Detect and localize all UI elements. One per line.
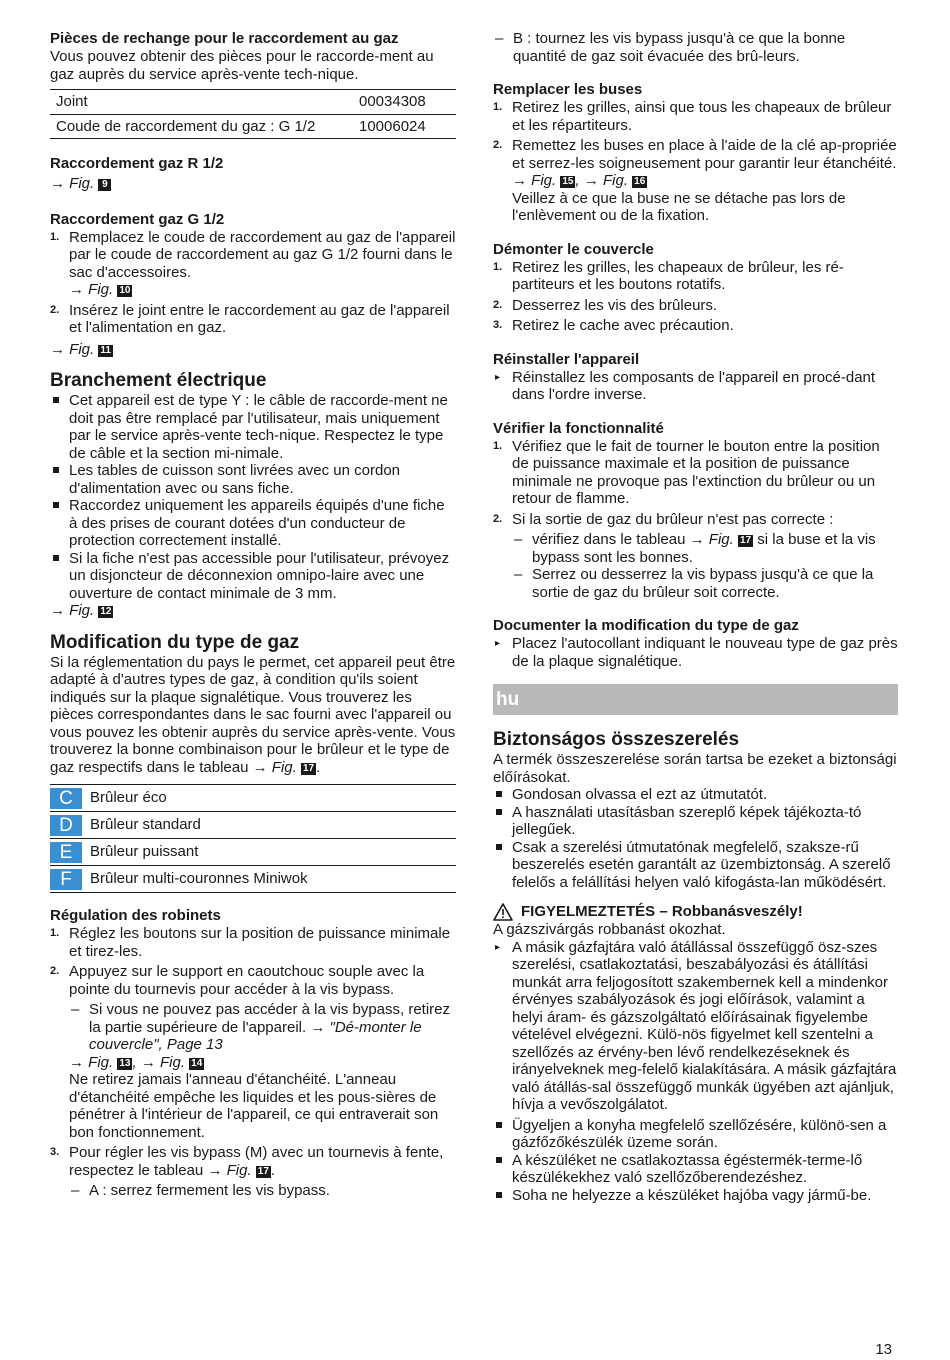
fig-ref[interactable]: → Fig. 17 bbox=[252, 758, 315, 776]
left-column bbox=[50, 30, 456, 1200]
table-row bbox=[50, 114, 456, 139]
list-item: 1. Retirez les grilles, les chapeaux de brûleur, les ré-partiteurs et les boutons rotatifs. bbox=[493, 258, 844, 293]
fig-number: 12 bbox=[100, 606, 112, 617]
reinstall-heading: Réinstaller l'appareil bbox=[493, 350, 640, 368]
legend-key: D bbox=[50, 815, 82, 836]
list-item: 1. Remplacez le coude de raccordement au gaz de l'appareil par le coude de raccordement au gaz G 1/2 fourni dans le sac d'accessoires. → Fig. 10 bbox=[50, 228, 456, 298]
list-item: ▸ Réinstallez les composants de l'appareil en procé-dant dans l'ordre inverse. bbox=[495, 368, 876, 403]
fig-ref[interactable]: → Fig. 10 bbox=[69, 281, 131, 298]
list-item: – B : tournez les vis bypass jusqu'à ce que la bonne quantité de gaz soit évacuée des brû-leurs. bbox=[495, 30, 846, 65]
fig-number: 13 bbox=[119, 1057, 131, 1069]
g12-steps bbox=[50, 229, 456, 337]
list-item: 1. Réglez les boutons sur la position de puissance minimale et tirez-les. bbox=[50, 925, 451, 960]
list-item: Raccordez uniquement les appareils équipés d'une fiche à des prises de courant dotées d'un conducteur de protection correctement installé. bbox=[50, 497, 456, 550]
reinstall-list bbox=[493, 369, 898, 404]
page-number: 13 bbox=[875, 1341, 892, 1358]
document-list bbox=[493, 635, 898, 670]
list-item: Soha ne helyezze a készüléket hajóba vagy jármű-be. bbox=[493, 1187, 898, 1205]
spare-parts-table bbox=[50, 89, 456, 139]
safety-heading: Biztonságos összeszerelés bbox=[493, 729, 740, 750]
list-item: – Serrez ou desserrez la vis bypass jusqu'à ce que la sortie de gaz du brûleur soit correcte. bbox=[514, 566, 874, 601]
spare-parts-intro: Vous pouvez obtenir des pièces pour le raccorde-ment au gaz auprès du service après-vente tech-nique. bbox=[50, 48, 434, 83]
warning-header bbox=[493, 903, 898, 921]
list-item: ▸ Placez l'autocollant indiquant le nouveau type de gaz près de la plaque signalétique. bbox=[495, 635, 898, 670]
language-bar: hu bbox=[493, 684, 898, 715]
list-item: – Si vous ne pouvez pas accéder à la vis bypass, retirez la partie supérieure de l'appareil. → "Dé-monter le couvercle", Page 13 bbox=[71, 1001, 451, 1053]
continued-sub-list bbox=[493, 30, 898, 65]
legend-key: F bbox=[50, 869, 82, 890]
legend-label: Brûleur éco bbox=[90, 789, 167, 807]
list-item: ▸ A másik gázfajtára való átállással összefüggő ösz-szes szerelési, csatlakoztatási, beszabályozási és átállítási munkát arra feljogosított szakembernek kell a mindenkor érvényes szabályozások és jogi előírások, valamint a helyi áram- és gázszolgáltató előírásainak figyelembe vételével elvégezni. Külö-nös figyelmet kell szentelni a szellőzés az érvény-ben lévő rendelkezéseknek és irányelveknek meg-felelő kialakítására. A másik gázfajtára való átállás-sal összefüggő munkák ügyében azt ajánljuk, hívja a vevőszolgálatot. bbox=[495, 938, 897, 1113]
list-item: Gondosan olvassa el ezt az útmutatót. bbox=[493, 786, 898, 804]
legend-key: C bbox=[50, 788, 82, 809]
sub-list bbox=[69, 1182, 456, 1200]
cover-steps bbox=[493, 259, 898, 335]
right-column bbox=[493, 30, 898, 1204]
list-item: 2. Insérez le joint entre le raccordement au gaz de l'appareil et l'alimentation en gaz. bbox=[50, 301, 450, 336]
part-code: 10006024 bbox=[353, 114, 456, 139]
sub-list bbox=[512, 531, 898, 601]
safety-list-2 bbox=[493, 1117, 898, 1205]
valves-steps bbox=[50, 925, 456, 1200]
fig-ref[interactable]: → Fig. 17 bbox=[207, 1161, 269, 1179]
valves-note: Ne retirez jamais l'anneau d'étanchéité. L'anneau d'étanchéité empêche les liquides et les pous-sières de pénétrer à l'intérieur de l'appareil, ce qui entraverait son bon fonctionnement. bbox=[69, 1071, 439, 1141]
g12-heading: Raccordement gaz G 1/2 bbox=[50, 210, 225, 228]
fig-number: 9 bbox=[98, 179, 111, 191]
electric-list bbox=[50, 392, 456, 602]
g12-fig-ref[interactable]: → Fig. 11 bbox=[50, 340, 111, 358]
warning-triangle-icon bbox=[493, 903, 513, 921]
list-item: 2. Appuyez sur le support en caoutchouc souple avec la pointe du tournevis pour accéder à la vis bypass. – Si vous ne pouvez pas accéder à la vis bypass, retirez la partie supérieure de l'appareil. → "Dé-monter le couvercle", Page 13 → Fig. 13 , → Fig. 14 Ne retirez jamais l'anneau d'étanchéité. L'anneau d'étanchéité empêche les liquides et les pous-sières de pénétrer à l'intérieur de l'appareil, ce qui entraverait son bon fonctionnement. bbox=[50, 963, 456, 1141]
legend-label: Brûleur multi-couronnes Miniwok bbox=[90, 870, 308, 888]
valves-heading: Régulation des robinets bbox=[50, 907, 221, 924]
fig-number: 11 bbox=[100, 344, 111, 356]
list-item: 2. Desserrez les vis des brûleurs. bbox=[493, 296, 718, 314]
warning-list bbox=[493, 939, 898, 1114]
legend-row bbox=[50, 811, 456, 838]
safety-list bbox=[493, 786, 898, 891]
legend-row bbox=[50, 865, 456, 893]
table-row bbox=[50, 90, 456, 115]
fig-number: 14 bbox=[191, 1057, 203, 1069]
list-item: – vérifiez dans le tableau → Fig. 17 si la buse et la vis bypass sont les bonnes. bbox=[514, 531, 876, 566]
part-name: Coude de raccordement du gaz : G 1/2 bbox=[50, 114, 353, 139]
legend-label: Brûleur standard bbox=[90, 816, 201, 834]
part-code: 00034308 bbox=[353, 90, 456, 115]
safety-intro: A termék összeszerelése során tartsa be ezeket a biztonsági előírásokat. bbox=[493, 751, 897, 786]
fig-number: 10 bbox=[119, 285, 131, 296]
part-name: Joint bbox=[50, 90, 353, 115]
r12-heading: Raccordement gaz R 1/2 bbox=[50, 155, 224, 172]
sub-list bbox=[69, 1001, 456, 1054]
gas-type-heading: Modification du type de gaz bbox=[50, 631, 300, 653]
legend-key: E bbox=[50, 842, 82, 863]
gas-type-text: Si la réglementation du pays le permet, cet appareil peut être adapté à d'autres types de gaz, à condition qu'ils soient indiqués sur la plaque signalétique. Vous trouverez les pièces correspondantes dans le sac fourni avec l'appareil ou vous pouvez les obtenir auprès du service après-vente. Vous trouverez la bonne combinaison pour le brûleur et le type de gaz respectifs dans le tableau → Fig. 17 . bbox=[50, 653, 456, 776]
list-item: Cet appareil est de type Y : le câble de raccorde-ment ne doit pas être remplacé par l'utilisateur, mais uniquement par le service après-vente tech-nique. Respectez le type de câble et la section mi-nimale. bbox=[50, 392, 456, 462]
verify-steps bbox=[493, 438, 898, 602]
warning-intro: A gázszivárgás robbanást okozhat. bbox=[493, 921, 726, 938]
fig-number: 16 bbox=[634, 176, 646, 187]
fig-ref[interactable]: → Fig. 15 , → Fig. 16 bbox=[512, 172, 646, 189]
list-item: A készüléket ne csatlakoztassa égéstermék-terme-lő készülékekhez való szellőzőberendezéshez. bbox=[493, 1152, 898, 1187]
legend-label: Brûleur puissant bbox=[90, 843, 199, 861]
electric-heading: Branchement électrique bbox=[50, 370, 267, 391]
list-item: – A : serrez fermement les vis bypass. bbox=[71, 1182, 330, 1199]
legend-row bbox=[50, 838, 456, 865]
list-item: 1. Retirez les grilles, ainsi que tous les chapeaux de brûleur et les répartiteurs. bbox=[493, 99, 892, 134]
list-item: A használati utasításban szereplő képek tájékozta-tó jellegűek. bbox=[493, 804, 898, 839]
electric-fig-ref[interactable]: → Fig. 12 bbox=[50, 602, 112, 619]
fig-ref[interactable]: → Fig. 13 , → Fig. 14 bbox=[69, 1053, 203, 1071]
list-item: Ügyeljen a konyha megfelelő szellőzésére, különö-sen a gázfőzőkészülék üzeme során. bbox=[493, 1117, 898, 1152]
verify-heading: Vérifier la fonctionnalité bbox=[493, 419, 664, 437]
list-item: 1. Vérifiez que le fait de tourner le bouton entre la position de puissance maximale et la position de puissance minimale ne provoque pas l'extinction du brûleur ou un retour de flamme. bbox=[493, 437, 880, 507]
fig-number: 15 bbox=[562, 176, 574, 187]
spare-parts-heading: Pièces de rechange pour le raccordement au gaz bbox=[50, 30, 399, 47]
burner-legend bbox=[50, 784, 456, 893]
fig-ref[interactable]: → Fig. 17 bbox=[689, 531, 752, 548]
fig-number: 17 bbox=[739, 535, 752, 546]
fig-number: 17 bbox=[257, 1165, 269, 1177]
list-item: Les tables de cuisson sont livrées avec un cordon d'alimentation avec ou sans fiche. bbox=[50, 462, 456, 497]
list-item: 3. Pour régler les vis bypass (M) avec un tournevis à fente, respectez le tableau → Fig. 17 . – A : serrez fermement les vis bypass. bbox=[50, 1144, 456, 1200]
list-item: 3. Retirez le cache avec précaution. bbox=[493, 317, 734, 334]
warning-title: FIGYELMEZTETÉS – Robbanásveszély! bbox=[521, 903, 803, 921]
cover-heading: Démonter le couvercle bbox=[493, 240, 654, 258]
list-item: 2. Remettez les buses en place à l'aide de la clé ap-propriée et serrez-les soigneusement pour garantir leur étanchéité. → Fig. 15 , → Fig. 16 Veillez à ce que la buse ne se détache pas lors de l'enlèvement ou de la fixation. bbox=[493, 137, 897, 224]
document-heading: Documenter la modification du type de gaz bbox=[493, 617, 799, 634]
list-item: Si la fiche n'est pas accessible pour l'utilisateur, prévoyez un disjoncteur de déconnexion omnipo-laire avec une ouverture de contact minimale de 3 mm. bbox=[50, 550, 456, 603]
list-item: 2. Si la sortie de gaz du brûleur n'est pas correcte : – vérifiez dans le tableau → Fig. 17 si la buse et la vis bypass sont les bonnes. – Serrez ou desserrez la vis bypass jusqu'à ce que la sortie de gaz du brûleur soit correcte. bbox=[493, 511, 898, 602]
legend-row bbox=[50, 784, 456, 811]
nozzles-steps bbox=[493, 99, 898, 225]
cross-reference-link[interactable]: → "Dé-monter le couvercle", Page 13 bbox=[89, 1018, 422, 1053]
list-item: Csak a szerelési útmutatónak megfelelő, szaksze-rű beszerelés esetén garantált az üzembiztonság. A szerelő felelős a felállítási helyen való kifogásta-lan működésért. bbox=[493, 839, 898, 892]
r12-fig-ref[interactable]: → Fig. 9 bbox=[50, 175, 456, 193]
fig-number: 17 bbox=[303, 762, 315, 774]
nozzles-heading: Remplacer les buses bbox=[493, 81, 643, 98]
